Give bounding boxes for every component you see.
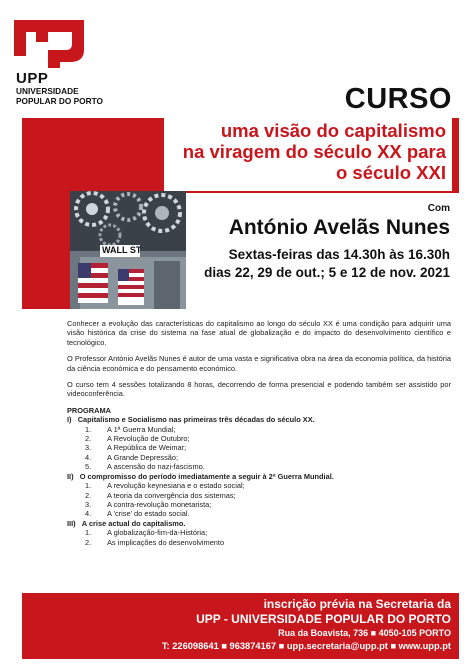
list-item: 4. A 'crise' do estado social.	[85, 509, 190, 519]
list-item: 2. As implicações do desenvolvimento	[85, 537, 225, 547]
list-item: 3. A contra-revolução monetarista;	[85, 499, 212, 509]
footer-line1: inscrição prévia na Secretaria da	[263, 597, 451, 611]
paragraph: O Professor António Avelãs Nunes é autor de uma vasta e significativa obra na área da economia política, da história da ciência económica e do pensamento económico.	[67, 354, 451, 373]
paragraph: O curso tem 4 sessões totalizando 8 horas, decorrendo de forma presencial e podendo também ser assistido por videoconferência.	[67, 380, 451, 399]
logo-subtitle: UNIVERSIDADE POPULAR DO PORTO	[16, 86, 103, 106]
footer	[22, 593, 459, 659]
section-heading: II) O compromisso do período imediatamente a seguir à 2ª Guerra Mundial.	[67, 471, 334, 481]
list-item: 5. A ascensão do nazi-fascismo.	[85, 462, 205, 472]
footer-address: Rua da Boavista, 736 ■ 4050-105 PORTO	[278, 628, 451, 638]
paragraph: Conhecer a evolução das características do capitalismo ao longo do século XX é uma condição para adquirir uma visão histórica da crise do sistema na fase atual de globalização e do impacto do desenvolvimento científico e tecnológico.	[67, 319, 451, 347]
logo-text: UPP	[16, 70, 49, 87]
footer-line2: UPP - UNIVERSIDADE POPULAR DO PORTO	[196, 612, 451, 626]
photo-sign-text: WALL ST	[102, 245, 142, 255]
course-subtitle: uma visão do capitalismo na viragem do século XX para o século XXI	[182, 120, 446, 183]
list-item: 1. A globalização-fim-da-História;	[85, 528, 208, 538]
programa-heading: PROGRAMA	[67, 405, 111, 415]
course-description	[67, 319, 451, 547]
teacher-name: António Avelãs Nunes	[228, 216, 450, 239]
schedule: Sextas-feiras das 14.30h às 16.30h dias 22, 29 de out.; 5 e 12 de nov. 2021	[204, 247, 450, 280]
list-item: 3. A República de Weimar;	[85, 443, 187, 453]
list-item: 1. A revolução keynesiana e o estado social;	[85, 481, 245, 491]
upp-logo-icon	[14, 20, 84, 68]
page-title: CURSO	[344, 83, 452, 115]
footer-contacts: T: 226098641 ■ 963874167 ■ upp.secretaria@upp.pt ■ www.upp.pt	[161, 641, 451, 651]
section-heading: I) Capitalismo e Socialismo nas primeiras três décadas do século XX.	[67, 415, 315, 425]
side-red-band	[22, 191, 70, 309]
com-label: Com	[427, 203, 450, 214]
list-item: 4. A Grande Depressão;	[85, 452, 179, 462]
list-item: 2. A teoria da convergência dos sistemas;	[85, 490, 236, 500]
list-item: 1. A 1ª Guerra Mundial;	[85, 424, 176, 434]
list-item: 2. A Revolução de Outubro;	[85, 434, 190, 444]
section-heading: III) A crise actual do capitalismo.	[67, 518, 186, 528]
